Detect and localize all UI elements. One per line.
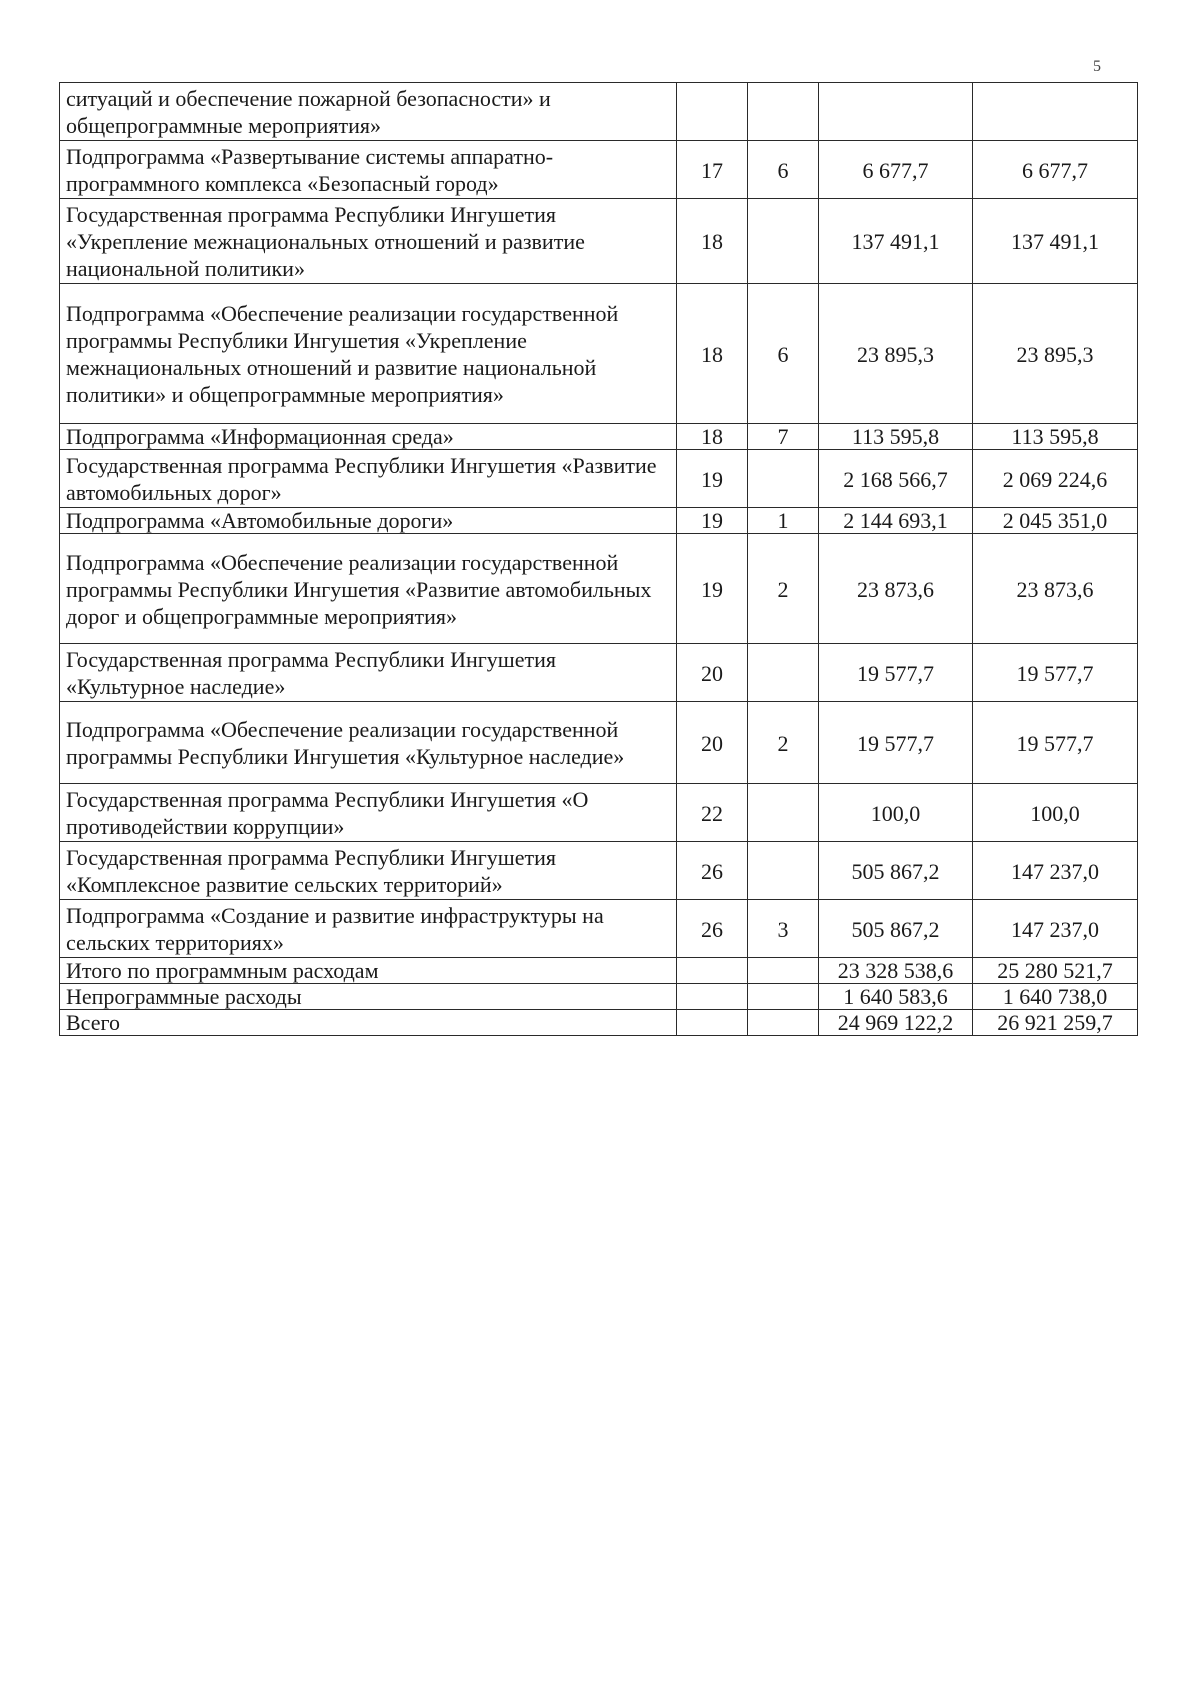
subprogram-code-cell — [748, 1010, 819, 1036]
program-code-cell: 22 — [677, 784, 748, 842]
table-row — [60, 450, 1138, 508]
subprogram-code-cell — [748, 644, 819, 702]
table-row — [60, 199, 1138, 284]
subprogram-code-cell — [748, 450, 819, 508]
subprogram-code-cell: 6 — [748, 141, 819, 199]
row-name-cell: Государственная программа Республики Ингушетия «Комплексное развитие сельских территорий» — [60, 842, 677, 900]
budget-table — [59, 82, 1138, 1036]
subprogram-code-cell — [748, 842, 819, 900]
value-1-cell: 2 144 693,1 — [819, 508, 973, 534]
value-2-cell: 26 921 259,7 — [973, 1010, 1138, 1036]
row-name-cell: Подпрограмма «Обеспечение реализации государственной программы Республики Ингушетия «Укрепление межнациональных отношений и развитие национальной политики» и общепрограммные мероприятия» — [60, 284, 677, 424]
row-name-cell: Подпрограмма «Информационная среда» — [60, 424, 677, 450]
value-1-cell: 23 873,6 — [819, 534, 973, 644]
value-2-cell: 23 873,6 — [973, 534, 1138, 644]
value-1-cell: 100,0 — [819, 784, 973, 842]
row-name-cell: Подпрограмма «Создание и развитие инфраструктуры на сельских территориях» — [60, 900, 677, 958]
program-code-cell — [677, 1010, 748, 1036]
row-name-cell: Всего — [60, 1010, 677, 1036]
program-code-cell: 18 — [677, 199, 748, 284]
program-code-cell — [677, 984, 748, 1010]
subprogram-code-cell: 2 — [748, 534, 819, 644]
table-row — [60, 508, 1138, 534]
program-code-cell: 18 — [677, 284, 748, 424]
subprogram-code-cell — [748, 199, 819, 284]
value-2-cell: 113 595,8 — [973, 424, 1138, 450]
value-1-cell: 2 168 566,7 — [819, 450, 973, 508]
value-2-cell — [973, 83, 1138, 141]
value-2-cell: 137 491,1 — [973, 199, 1138, 284]
value-2-cell: 2 045 351,0 — [973, 508, 1138, 534]
value-2-cell: 100,0 — [973, 784, 1138, 842]
row-name-cell: Непрограммные расходы — [60, 984, 677, 1010]
table-row — [60, 141, 1138, 199]
program-code-cell: 20 — [677, 644, 748, 702]
row-name-cell: Подпрограмма «Обеспечение реализации государственной программы Республики Ингушетия «Культурное наследие» — [60, 702, 677, 784]
program-code-cell: 20 — [677, 702, 748, 784]
subprogram-code-cell — [748, 958, 819, 984]
row-name-cell: Подпрограмма «Развертывание системы аппаратно-программного комплекса «Безопасный город» — [60, 141, 677, 199]
program-code-cell: 19 — [677, 450, 748, 508]
program-code-cell: 18 — [677, 424, 748, 450]
subprogram-code-cell: 3 — [748, 900, 819, 958]
table-row — [60, 424, 1138, 450]
table-row — [60, 984, 1138, 1010]
row-name-cell: Итого по программным расходам — [60, 958, 677, 984]
row-name-cell: Подпрограмма «Обеспечение реализации государственной программы Республики Ингушетия «Развитие автомобильных дорог и общепрограммные мероприятия» — [60, 534, 677, 644]
subprogram-code-cell — [748, 784, 819, 842]
table-row — [60, 534, 1138, 644]
program-code-cell — [677, 83, 748, 141]
value-2-cell: 1 640 738,0 — [973, 984, 1138, 1010]
value-1-cell: 19 577,7 — [819, 702, 973, 784]
subprogram-code-cell — [748, 984, 819, 1010]
table-row — [60, 842, 1138, 900]
row-name-cell: Государственная программа Республики Ингушетия «Укрепление межнациональных отношений и развитие национальной политики» — [60, 199, 677, 284]
value-1-cell: 505 867,2 — [819, 900, 973, 958]
value-1-cell: 24 969 122,2 — [819, 1010, 973, 1036]
value-2-cell: 6 677,7 — [973, 141, 1138, 199]
subprogram-code-cell: 1 — [748, 508, 819, 534]
value-1-cell: 113 595,8 — [819, 424, 973, 450]
value-2-cell: 2 069 224,6 — [973, 450, 1138, 508]
value-1-cell: 505 867,2 — [819, 842, 973, 900]
value-2-cell: 19 577,7 — [973, 702, 1138, 784]
row-name-cell: Государственная программа Республики Ингушетия «Развитие автомобильных дорог» — [60, 450, 677, 508]
program-code-cell — [677, 958, 748, 984]
value-1-cell: 137 491,1 — [819, 199, 973, 284]
budget-table-body — [60, 83, 1138, 1036]
value-2-cell: 19 577,7 — [973, 644, 1138, 702]
subprogram-code-cell: 7 — [748, 424, 819, 450]
value-1-cell: 19 577,7 — [819, 644, 973, 702]
value-1-cell: 1 640 583,6 — [819, 984, 973, 1010]
table-row — [60, 702, 1138, 784]
row-name-cell: Подпрограмма «Автомобильные дороги» — [60, 508, 677, 534]
table-row — [60, 1010, 1138, 1036]
value-1-cell — [819, 83, 973, 141]
program-code-cell: 17 — [677, 141, 748, 199]
value-2-cell: 23 895,3 — [973, 284, 1138, 424]
table-row — [60, 784, 1138, 842]
value-2-cell: 147 237,0 — [973, 842, 1138, 900]
table-row — [60, 900, 1138, 958]
subprogram-code-cell: 6 — [748, 284, 819, 424]
value-2-cell: 25 280 521,7 — [973, 958, 1138, 984]
program-code-cell: 19 — [677, 534, 748, 644]
program-code-cell: 19 — [677, 508, 748, 534]
row-name-cell: Государственная программа Республики Ингушетия «О противодействии коррупции» — [60, 784, 677, 842]
page-number: 5 — [1093, 58, 1101, 75]
subprogram-code-cell: 2 — [748, 702, 819, 784]
table-row — [60, 83, 1138, 141]
row-name-cell: ситуаций и обеспечение пожарной безопасности» и общепрограммные мероприятия» — [60, 83, 677, 141]
value-1-cell: 23 328 538,6 — [819, 958, 973, 984]
row-name-cell: Государственная программа Республики Ингушетия «Культурное наследие» — [60, 644, 677, 702]
value-1-cell: 6 677,7 — [819, 141, 973, 199]
program-code-cell: 26 — [677, 842, 748, 900]
program-code-cell: 26 — [677, 900, 748, 958]
value-2-cell: 147 237,0 — [973, 900, 1138, 958]
table-row — [60, 284, 1138, 424]
subprogram-code-cell — [748, 83, 819, 141]
table-row — [60, 958, 1138, 984]
value-1-cell: 23 895,3 — [819, 284, 973, 424]
table-row — [60, 644, 1138, 702]
